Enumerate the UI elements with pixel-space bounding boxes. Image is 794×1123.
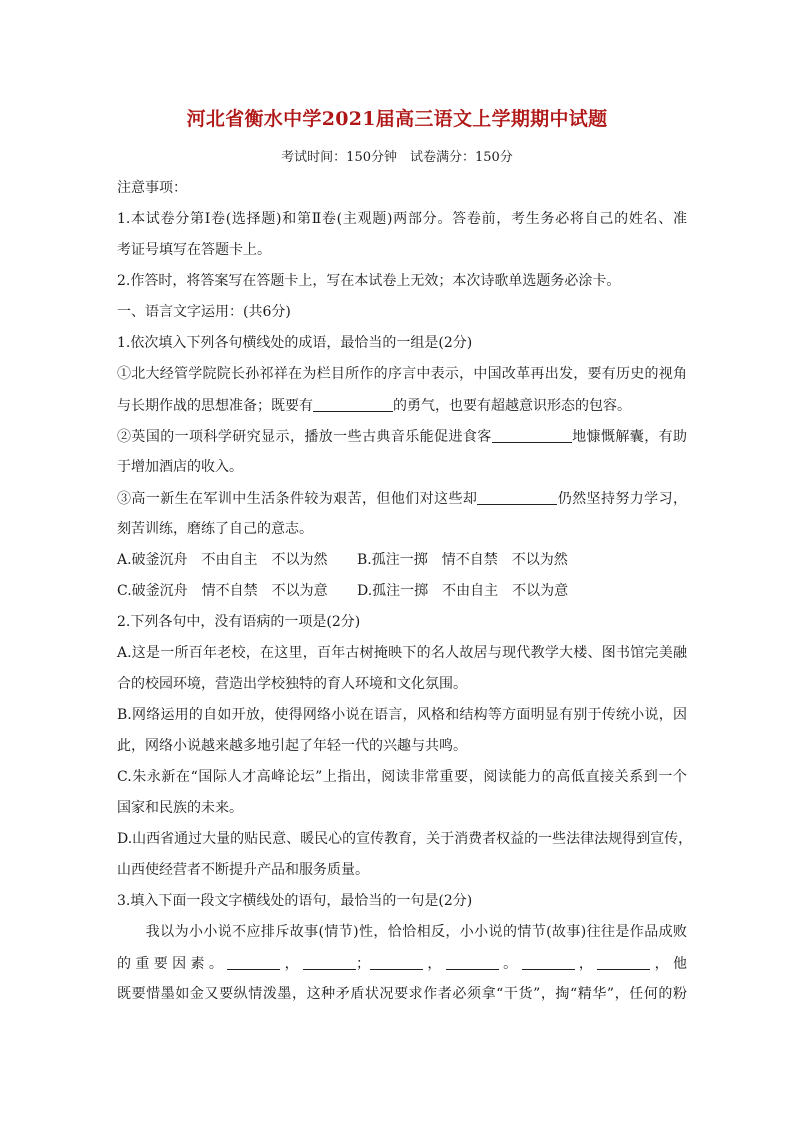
answer-blank xyxy=(313,397,393,412)
note-1-line-2: 考证号填写在答题卡上。 xyxy=(117,242,271,258)
exam-time-info: 考试时间：150分钟 试卷满分：150分 xyxy=(281,150,513,165)
option-d: D.孤注一掷 不由自主 不以为意 xyxy=(357,583,569,599)
punctuation: 。 xyxy=(498,956,522,972)
punctuation: ，他 xyxy=(650,956,687,972)
q3-passage-line-1: 我以为小小说不应排斥故事(情节)性，恰恰相反，小小说的情节(故事)往往是作品成败 xyxy=(117,924,687,940)
text-segment: ②英国的一项科学研究显示，播放一些古典音乐能促进食客 xyxy=(117,429,492,445)
text-segment: 仍然坚持努力学习， xyxy=(557,491,688,507)
q2-option-d-line-2: 山西使经营者不断提升产品和服务质量。 xyxy=(117,862,369,878)
note-1-line-1: 1.本试卷分第Ⅰ卷(选择题)和第Ⅱ卷(主观题)两部分。答卷前，考生务必将自己的姓名、准 xyxy=(117,211,687,227)
punctuation: ， xyxy=(574,956,598,972)
q1-options-row-2 xyxy=(117,583,687,599)
answer-blank xyxy=(446,955,499,970)
page-title: 河北省衡水中学2021届高三语文上学期期中试题 xyxy=(186,108,608,130)
answer-blank xyxy=(492,428,572,443)
section-1-heading: 一、语言文字运用：(共6分) xyxy=(117,304,291,320)
q2-option-b-line-1: B.网络运用的自如开放，使得网络小说在语言，风格和结构等方面明显有别于传统小说，因 xyxy=(117,707,687,723)
answer-blank xyxy=(303,955,356,970)
q2-option-a-line-2: 合的校园环境，营造出学校独特的育人环境和文化氛围。 xyxy=(117,676,467,692)
option-b: B.孤注一掷 情不自禁 不以为然 xyxy=(357,552,568,568)
q1-sentence-2-line-2: 于增加酒店的收入。 xyxy=(117,459,243,475)
punctuation: ； xyxy=(356,956,370,972)
answer-blank xyxy=(227,955,280,970)
q2-option-c-line-1: C.朱永新在“国际人才高峰论坛”上指出，阅读非常重要，阅读能力的高低直接关系到一个 xyxy=(117,769,687,785)
q1-sentence-1-line-1: ①北大经管学院院长孙祁祥在为栏目所作的序言中表示，中国改革再出发，要有历史的视角 xyxy=(117,366,687,382)
q2-option-b-line-2: 此，网络小说越来越多地引起了年轻一代的兴趣与共鸣。 xyxy=(117,738,467,754)
q1-sentence-2-line-1 xyxy=(117,428,687,445)
notes-heading: 注意事项： xyxy=(117,180,187,196)
answer-blank xyxy=(370,955,423,970)
q3-passage-line-2 xyxy=(117,955,687,972)
q1-sentence-1-line-2 xyxy=(117,397,687,414)
q3-passage-line-3: 既要惜墨如金又要纵情泼墨，这种矛盾状况要求作者必须拿“干货”，掏“精华”，任何的粉 xyxy=(117,986,687,1002)
q2-option-d-line-1: D.山西省通过大量的贴民意、暖民心的宣传教育，关于消费者权益的一些法律法规得到宣传， xyxy=(117,831,693,847)
punctuation: ， xyxy=(423,956,446,972)
question-3-stem: 3.填入下面一段文字横线处的语句，最恰当的一句是(2分) xyxy=(117,893,473,909)
text-segment: 的勇气，也要有超越意识形态的包容。 xyxy=(393,398,631,414)
text-segment: 与长期作战的思想准备；既要有 xyxy=(117,398,313,414)
q1-sentence-3-line-2: 刻苦训练，磨练了自己的意志。 xyxy=(117,521,313,537)
option-a: A.破釜沉舟 不由自主 不以为然 xyxy=(117,552,328,568)
answer-blank xyxy=(477,490,557,505)
question-2-stem: 2.下列各句中，没有语病的一项是(2分) xyxy=(117,614,361,630)
q1-sentence-3-line-1 xyxy=(117,490,687,507)
q2-option-a-line-1: A.这是一所百年老校，在这里，百年古树掩映下的名人故居与现代教学大楼、图书馆完美融 xyxy=(117,645,687,661)
text-segment: ③高一新生在军训中生活条件较为艰苦，但他们对这些却 xyxy=(117,491,478,507)
question-1-stem: 1.依次填入下列各句横线处的成语，最恰当的一组是(2分) xyxy=(117,335,473,351)
punctuation: ， xyxy=(280,956,303,972)
text-segment: 地慷慨解囊，有助 xyxy=(571,429,688,445)
q2-option-c-line-2: 国家和民族的未来。 xyxy=(117,800,243,816)
answer-blank xyxy=(522,955,575,970)
q1-options-row-1 xyxy=(117,552,687,568)
text-segment: 的重要因素。 xyxy=(117,956,228,972)
option-c: C.破釜沉舟 情不自禁 不以为意 xyxy=(117,583,328,599)
note-2: 2.作答时，将答案写在答题卡上，写在本试卷上无效；本次诗歌单选题务必涂卡。 xyxy=(117,273,621,289)
answer-blank xyxy=(597,955,650,970)
